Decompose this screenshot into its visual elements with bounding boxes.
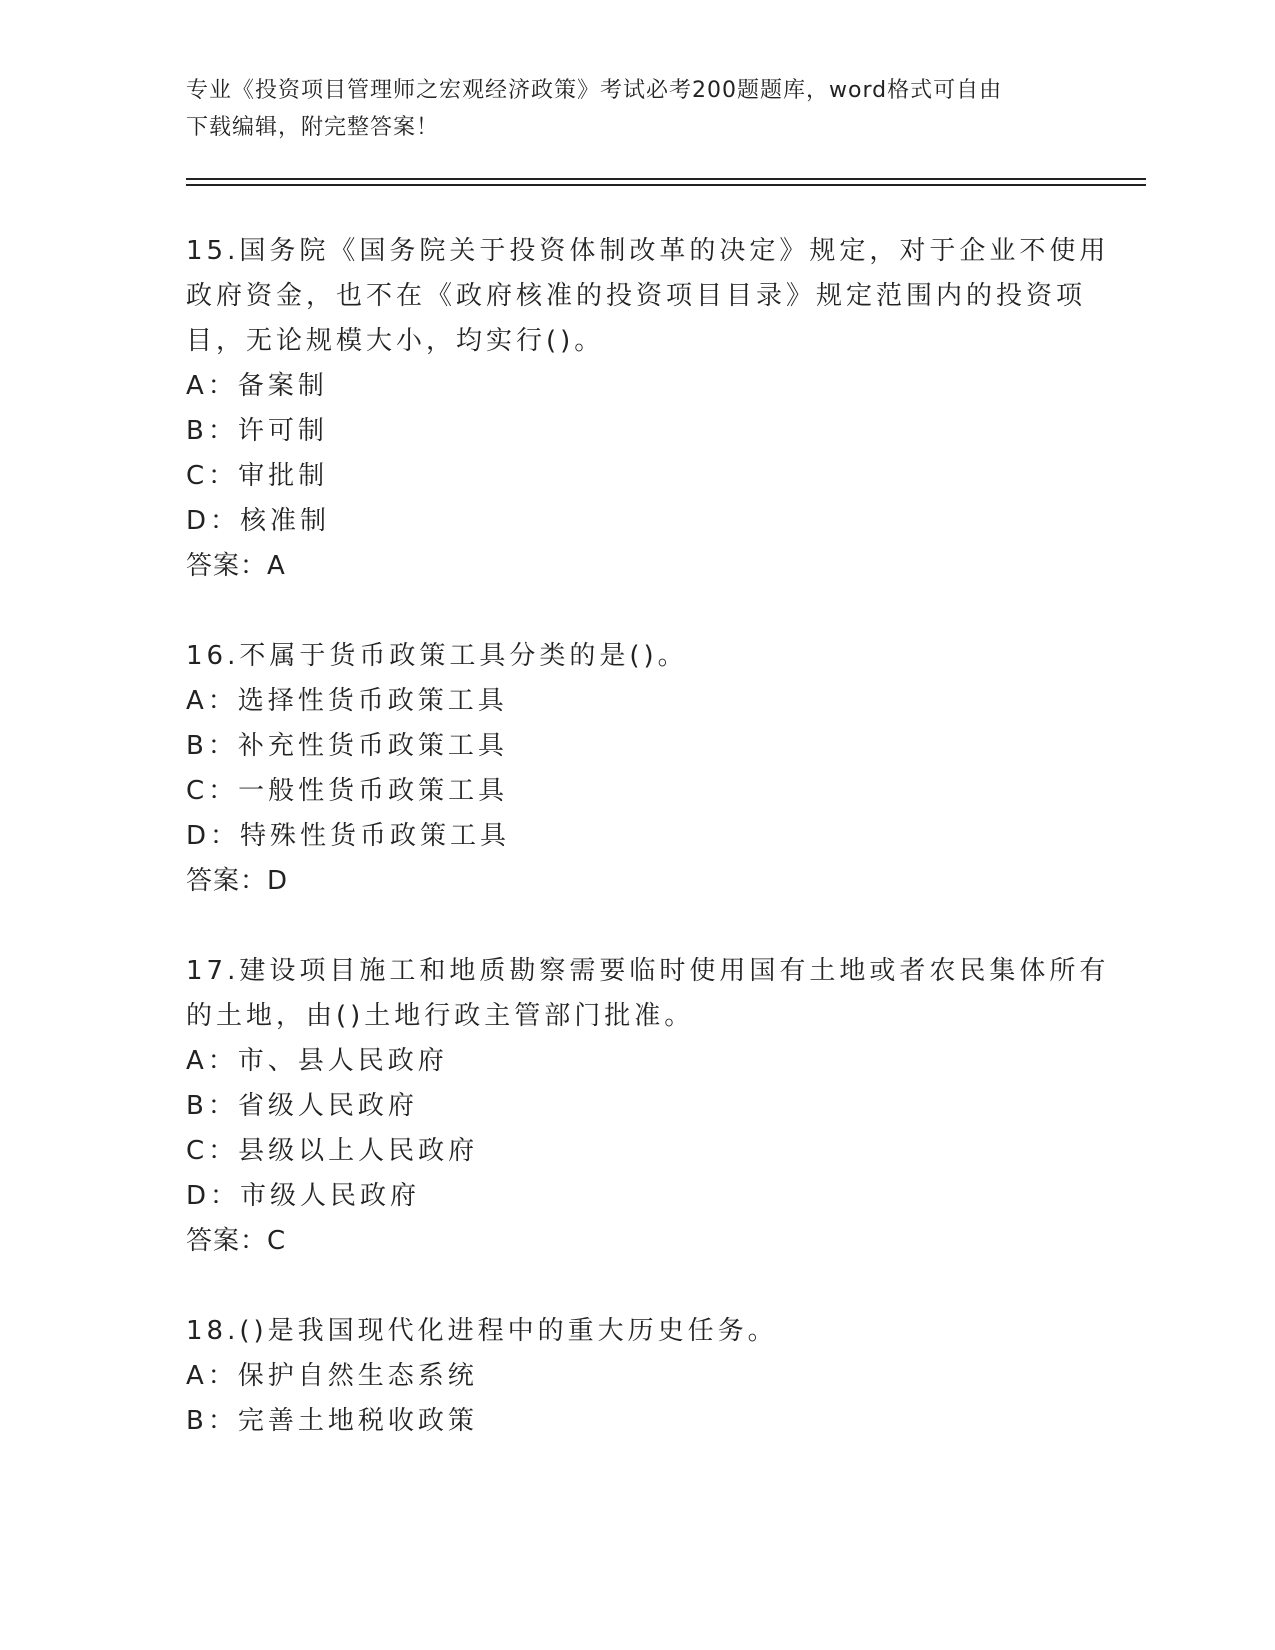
question-17-option-b: B：省级人民政府 bbox=[186, 1091, 418, 1121]
question-16-option-a: A：选择性货币政策工具 bbox=[186, 686, 508, 716]
document-header bbox=[186, 72, 1066, 146]
header-line-2: 下载编辑，附完整答案！ bbox=[186, 115, 440, 140]
question-15-option-d: D：核准制 bbox=[186, 506, 331, 536]
header-line-1: 专业《投资项目管理师之宏观经济政策》考试必考200题题库，word格式可自由 bbox=[186, 78, 1003, 103]
question-16-option-c: C：一般性货币政策工具 bbox=[186, 776, 509, 806]
question-16-text-line-1: 16.不属于货币政策工具分类的是()。 bbox=[186, 641, 688, 671]
question-17-option-d: D：市级人民政府 bbox=[186, 1181, 421, 1211]
question-15-option-c: C：审批制 bbox=[186, 461, 329, 491]
question-18-option-b: B：完善土地税收政策 bbox=[186, 1406, 478, 1436]
question-15-answer: 答案：A bbox=[186, 551, 286, 581]
question-17-answer: 答案：C bbox=[186, 1226, 287, 1256]
question-16-answer: 答案：D bbox=[186, 866, 289, 896]
question-17-option-c: C：县级以上人民政府 bbox=[186, 1136, 479, 1166]
question-15-text-line-2: 政府资金，也不在《政府核准的投资项目目录》规定范围内的投资项 bbox=[186, 281, 1087, 311]
header-divider-bottom bbox=[186, 184, 1146, 186]
question-17-text-line-1: 17.建设项目施工和地质勘察需要临时使用国有土地或者农民集体所有 bbox=[186, 956, 1110, 986]
question-17-text-line-2: 的土地，由()土地行政主管部门批准。 bbox=[186, 1001, 695, 1031]
question-15-text-line-1: 15.国务院《国务院关于投资体制改革的决定》规定，对于企业不使用 bbox=[186, 236, 1110, 266]
header-divider-top bbox=[186, 178, 1146, 180]
question-15-option-a: A：备案制 bbox=[186, 371, 328, 401]
question-16-option-d: D：特殊性货币政策工具 bbox=[186, 821, 511, 851]
question-18-option-a: A：保护自然生态系统 bbox=[186, 1361, 478, 1391]
question-17-option-a: A：市、县人民政府 bbox=[186, 1046, 448, 1076]
question-18-text-line-1: 18.()是我国现代化进程中的重大历史任务。 bbox=[186, 1316, 778, 1346]
question-16-option-b: B：补充性货币政策工具 bbox=[186, 731, 508, 761]
question-15-text-line-3: 目，无论规模大小，均实行()。 bbox=[186, 326, 605, 356]
question-15-option-b: B：许可制 bbox=[186, 416, 328, 446]
